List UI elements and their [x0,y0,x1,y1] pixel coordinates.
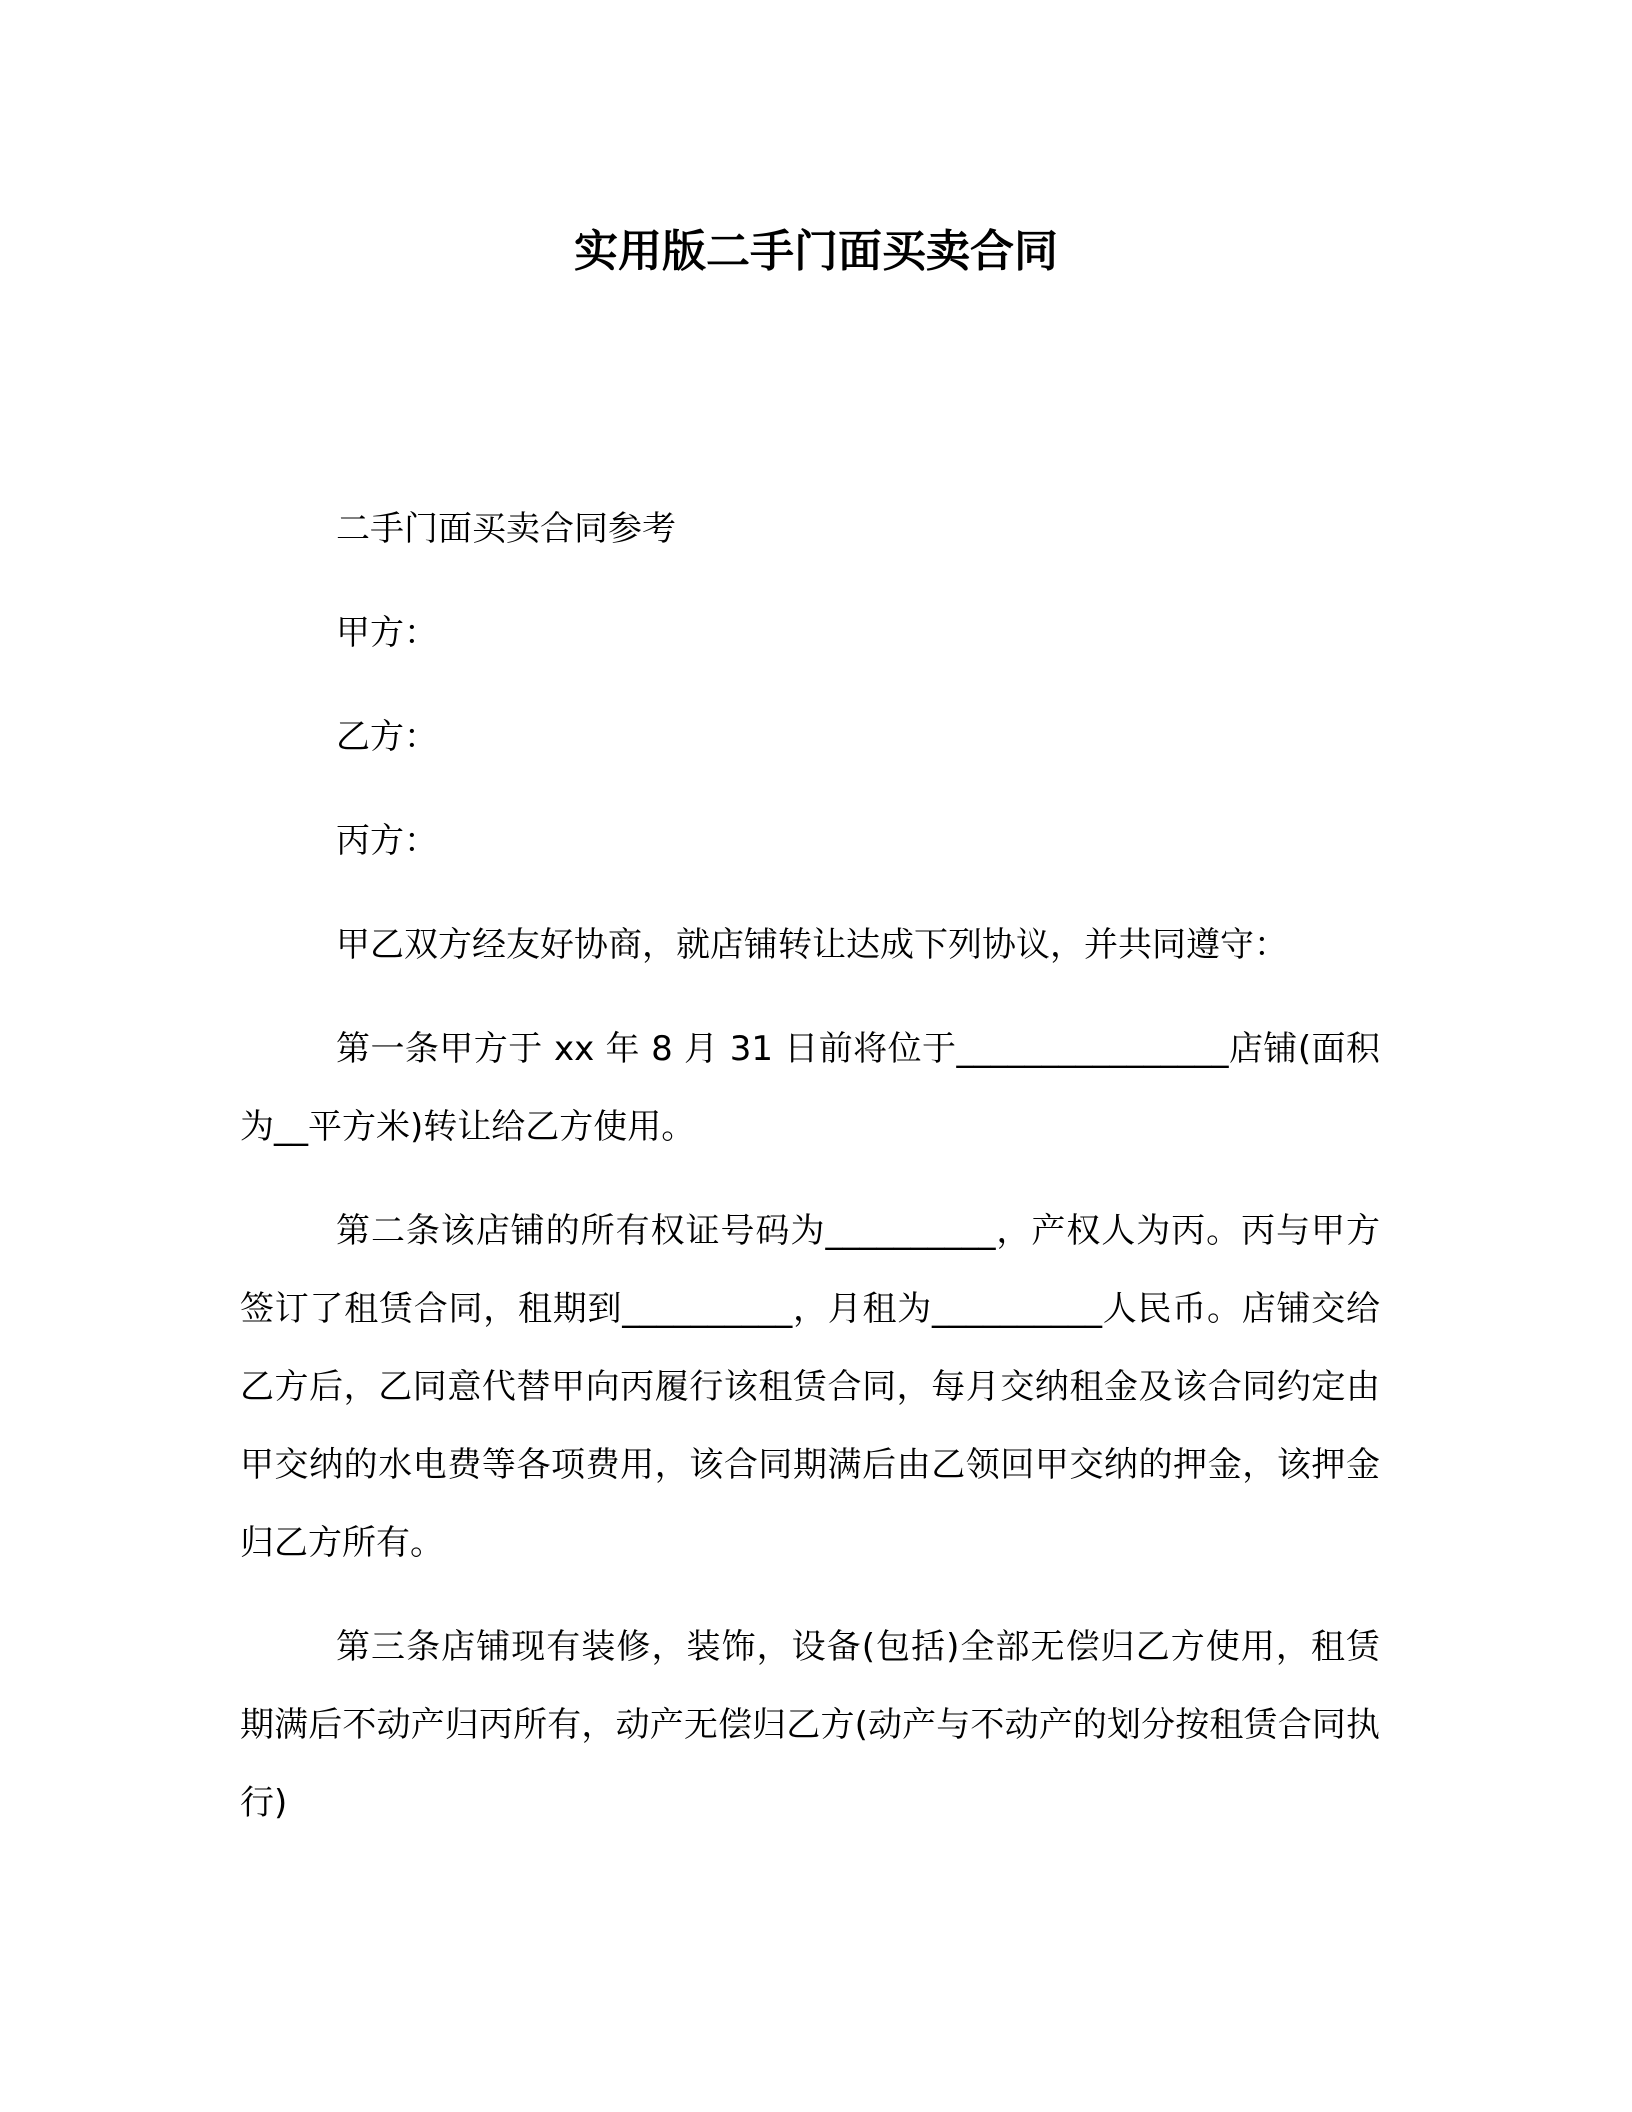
article-3: 第三条店铺现有装修，装饰，设备(包括)全部无偿归乙方使用，租赁期满后不动产归丙所有，动产无偿归乙方(动产与不动产的划分按租赁合同执行) [240,1627,1380,1823]
document-body [240,490,1380,1868]
article-2: 第二条该店铺的所有权证号码为__________，产权人为丙。丙与甲方签订了租赁合同，租期到__________，月租为__________人民币。店铺交给乙方后，乙同意代替甲向丙履行该租赁合同，每月交纳租金及该合同约定由甲交纳的水电费等各项费用，该合同期满后由乙领回甲交纳的押金，该押金归乙方所有。 [240,1211,1380,1563]
party-c-label: 丙方： [336,821,438,861]
party-b-label: 乙方： [336,717,438,757]
subtitle: 二手门面买卖合同参考 [336,509,676,549]
document-title: 实用版二手门面买卖合同 [574,226,1058,277]
article-1: 第一条甲方于 xx 年 8 月 31 日前将位于________________店铺(面积为__平方米)转让给乙方使用。 [240,1029,1380,1147]
intro-paragraph: 甲乙双方经友好协商，就店铺转让达成下列协议，并共同遵守： [336,925,1288,965]
party-a-label: 甲方： [336,613,438,653]
